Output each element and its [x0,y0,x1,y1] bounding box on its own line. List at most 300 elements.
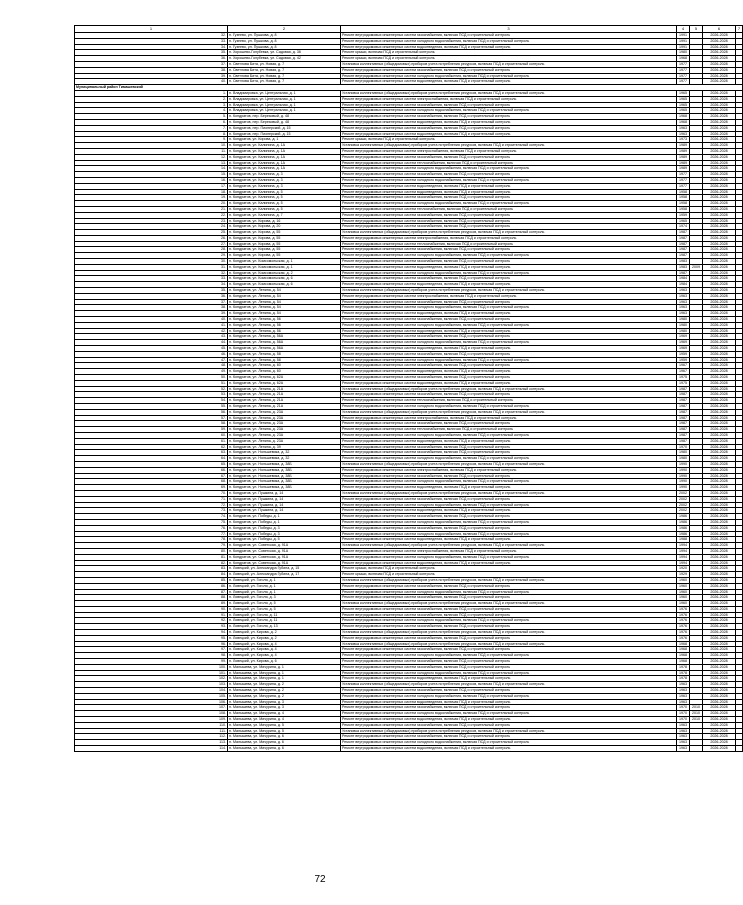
work-type-cell: Установка коллективных (общедомовых) приборов учета потребления ресурсов, включая ПСД и строительный контроль [341,641,677,647]
build-year-cell: 1990 [677,467,690,473]
work-type-cell: Ремонт внутридомовых инженерных систем газоснабжения, включая ПСД и строительный контроль [341,595,677,601]
address-cell: п. Кондратов, ул. Кирова, д. 55 [228,253,341,259]
planned-period-cell: 2026-2028 [703,311,736,317]
build-year-cell: 1965 [677,108,690,114]
row-number-cell: 53. [75,392,228,398]
work-type-cell: Ремонт внутридомовых инженерных систем газоснабжения, включая ПСД и строительный контроль [341,299,677,305]
address-cell: п. Кондратов, ул. Ленина, д. 23А [228,432,341,438]
build-year-cell: 1958 [677,206,690,212]
planned-period-cell: 2026-2028 [703,572,736,578]
work-type-cell: Установка коллективных (общедомовых) приборов учета потребления ресурсов, включая ПСД и строительный контроль [341,90,677,96]
build-year-cell: 1987 [677,404,690,410]
address-cell: п. Ловецкий, ул. Гоголя, д. 5 [228,606,341,612]
build-year-cell: 1977 [677,79,690,85]
row-number-cell: 114. [75,746,228,752]
address-cell: п. Малышева, ул. Мичурина, д. 5 [228,728,341,734]
work-type-cell: Ремонт внутридомовых инженерных систем теплоснабжения, включая ПСД и строительный контроль [341,427,677,433]
planned-period-cell: 2026-2028 [703,247,736,253]
planned-period-cell: 2026-2028 [703,340,736,346]
build-year-cell: 1973 [677,137,690,143]
row-number-cell: 83. [75,566,228,572]
capital-repair-table [74,25,743,752]
row-number-cell: 74. [75,514,228,520]
row-number-cell: 70. [75,490,228,496]
planned-period-cell: 2026-2028 [703,270,736,276]
planned-period-cell: 2026-2028 [703,514,736,520]
build-year-cell: 1968 [677,119,690,125]
build-year-cell: 1987 [677,438,690,444]
build-year-cell: 1974 [677,224,690,230]
planned-period-cell: 2026-2028 [703,496,736,502]
build-year-cell: 1987 [677,247,690,253]
planned-period-cell: 2026-2028 [703,461,736,467]
address-cell: п. Ловецкий, ул. Кирова, д. 2 [228,635,341,641]
row-number-cell: 24. [75,224,228,230]
address-cell: п. Малышева, ул. Мичурина, д. 4 [228,711,341,717]
work-type-cell: Ремонт внутридомовых инженерных систем газоснабжения, включая ПСД и строительный контроль [341,734,677,740]
address-cell: п. Владимировка, ул. Центральная, д. 1 [228,108,341,114]
planned-period-cell: 2026-2028 [703,172,736,178]
row-number-cell: 76. [75,525,228,531]
address-cell: п. Кондратов, ул. Нольшевика, д. 32 [228,456,341,462]
work-type-cell: Ремонт внутридомовых инженерных систем водоотведения, включая ПСД и строительный контроль [341,676,677,682]
planned-period-cell: 2026-2028 [703,212,736,218]
row-number-cell: 56. [75,409,228,415]
work-type-cell: Ремонт внутридомовых инженерных систем газоснабжения, включая ПСД и строительный контроль [341,705,677,711]
build-year-cell: 1977 [677,61,690,67]
work-type-cell: Ремонт внутридомовых инженерных систем водоотведения, включая ПСД и строительный контроль [341,79,677,85]
work-type-cell: Ремонт внутридомовых инженерных систем водоотведения, включая ПСД и строительный контроль [341,189,677,195]
repair-year-cell: 2010 [690,711,703,717]
address-cell: п. Кондратов, ул. Калинина, д. 5 [228,189,341,195]
work-type-cell: Ремонт внутридомовых инженерных систем газоснабжения, включая ПСД и строительный контроль [341,102,677,108]
row-number-cell: 37. [75,299,228,305]
row-number-cell: 111. [75,728,228,734]
build-year-cell: 1987 [677,432,690,438]
work-type-cell: Установка коллективных (общедомовых) приборов учета потребления ресурсов, включая ПСД и строительный контроль [341,728,677,734]
planned-period-cell: 2026-2028 [703,67,736,73]
row-number-cell: 36. [75,56,228,62]
repair-year-cell: 2010 [690,705,703,711]
address-cell: п. Кондратов, ул. Кирова, д. 55 [228,247,341,253]
address-cell: п. Малышева, ул. Мичурина, д. 2 [228,693,341,699]
address-cell: п. Кондратов, ул. Пушкина, д. 14 [228,490,341,496]
build-year-cell: 1980 [677,456,690,462]
planned-period-cell: 2026-2028 [703,612,736,618]
work-type-cell: Ремонт внутридомовых инженерных систем холодного водоснабжения, включая ПСД и строительный контроль [341,322,677,328]
row-number-cell: 88. [75,595,228,601]
work-type-cell: Ремонт внутридомовых инженерных систем холодного водоснабжения, включая ПСД и строительный контроль [341,554,677,560]
work-type-cell: Ремонт крыши, включая ПСД и строительный контроль [341,566,677,572]
row-number-cell: 95. [75,635,228,641]
row-number-cell: 31. [75,264,228,270]
address-cell: п. Кондратов, ул. Калинина, д. 3 [228,177,341,183]
row-number-cell: 47. [75,357,228,363]
address-cell: п. Ловецкий, ул. Гоголя, д. 5 [228,601,341,607]
build-year-cell: 1958 [677,189,690,195]
planned-period-cell: 2026-2028 [703,427,736,433]
work-type-cell: Ремонт внутридомовых инженерных систем газоснабжения, включая ПСД и строительный контроль [341,363,677,369]
address-cell: п. Ловецкий, ул. Александра Губина, д. 17 [228,572,341,578]
planned-period-cell: 2026-2028 [703,746,736,752]
work-type-cell: Ремонт внутридомовых инженерных систем электроснабжения, включая ПСД и строительный контроль [341,148,677,154]
row-number-cell: 64. [75,456,228,462]
work-type-cell: Установка коллективных (общедомовых) приборов учета потребления ресурсов, включая ПСД и строительный контроль [341,577,677,583]
row-number-cell: 96. [75,641,228,647]
planned-period-cell: 2026-2028 [703,235,736,241]
address-cell: п. Малышева, ул. Мичурина, д. 1 [228,664,341,670]
planned-period-cell: 2026-2028 [703,380,736,386]
work-type-cell: Ремонт внутридомовых инженерных систем газоснабжения, включая ПСД и строительный контроль [341,525,677,531]
address-cell: п. Кондратов, ул. Нольшевика, д. 38Б [228,467,341,473]
address-cell: п. Кондратов, ул. Комсомольская, д. 1 [228,264,341,270]
row-number-cell: 54. [75,398,228,404]
planned-period-cell: 2026-2028 [703,305,736,311]
work-type-cell: Ремонт внутридомовых инженерных систем газоснабжения, включая ПСД и строительный контроль [341,114,677,120]
build-year-cell: 1963 [677,746,690,752]
row-number-cell: 19. [75,195,228,201]
build-year-cell: 1987 [677,386,690,392]
work-type-cell: Ремонт внутридомовых инженерных систем газоснабжения, включая ПСД и строительный контроль [341,259,677,265]
work-type-cell: Ремонт внутридомовых инженерных систем водоотведения, включая ПСД и строительный контроль [341,328,677,334]
address-cell: п. Кондратов, ул. Ленина, д. 58 [228,351,341,357]
planned-period-cell: 2026-2028 [703,653,736,659]
build-year-cell: 1989 [677,148,690,154]
address-cell: п. Кондратов, ул. Ленина, д. 62А [228,380,341,386]
planned-period-cell: 2026-2028 [703,230,736,236]
work-type-cell: Ремонт внутридомовых инженерных систем газоснабжения, включая ПСД и строительный контроль [341,496,677,502]
planned-period-cell: 2026-2028 [703,548,736,554]
planned-period-cell: 2026-2028 [703,276,736,282]
build-year-cell: 1963 [677,299,690,305]
planned-period-cell: 2026-2028 [703,589,736,595]
planned-period-cell: 2026-2028 [703,375,736,381]
planned-period-cell: 2026-2028 [703,44,736,50]
work-type-cell: Ремонт внутридомовых инженерных систем газоснабжения, включая ПСД и строительный контроль [341,688,677,694]
planned-period-cell: 2026-2028 [703,131,736,137]
address-cell: п. Кондратов, пер. Пионерский, д. 15 [228,125,341,131]
build-year-cell: 1991 [677,38,690,44]
planned-period-cell: 2026-2028 [703,682,736,688]
row-number-cell: 22. [75,212,228,218]
row-number-cell: 32. [75,270,228,276]
work-type-cell: Ремонт внутридомовых инженерных систем газоснабжения, включая ПСД и строительный контроль [341,218,677,224]
column-header-1: 1 [75,26,228,33]
row-number-cell: 39. [75,73,228,79]
planned-period-cell: 2026-2028 [703,595,736,601]
row-number-cell: 97. [75,647,228,653]
row-number-cell: 10. [75,143,228,149]
planned-period-cell: 2026-2028 [703,583,736,589]
planned-period-cell: 2026-2028 [703,143,736,149]
address-cell: п. Ловецкий, ул. Гоголя, д. 11 [228,612,341,618]
work-type-cell: Ремонт внутридомовых инженерных систем газоснабжения, включая ПСД и строительный контроль [341,722,677,728]
build-year-cell: 1980 [677,322,690,328]
row-number-cell: 41. [75,322,228,328]
build-year-cell: 1976 [677,618,690,624]
build-year-cell: 1968 [677,641,690,647]
work-type-cell: Ремонт внутридомовых инженерных систем электроснабжения, включая ПСД и строительный контроль [341,96,677,102]
row-number-cell: 12. [75,154,228,160]
row-number-cell: 85. [75,577,228,583]
row-number-cell: 38. [75,305,228,311]
row-number-cell: 48. [75,363,228,369]
row-number-cell: 34. [75,282,228,288]
address-cell: п. Кондратов, ул. Калинина, д. 3 [228,183,341,189]
row-number-cell: 4. [75,108,228,114]
build-year-cell: 1990 [677,479,690,485]
work-type-cell: Ремонт внутридомовых инженерных систем газоснабжения, включая ПСД и строительный контроль [341,154,677,160]
work-type-cell: Ремонт внутридомовых инженерных систем водоотведения, включая ПСД и строительный контроль [341,311,677,317]
work-type-cell: Ремонт внутридомовых инженерных систем холодного водоснабжения, включая ПСД и строительный контроль [341,479,677,485]
row-number-cell: 99. [75,659,228,665]
row-number-cell: 43. [75,334,228,340]
row-number-cell: 58. [75,421,228,427]
build-year-cell: 1963 [677,125,690,131]
row-number-cell: 86. [75,583,228,589]
row-number-cell: 5. [75,114,228,120]
planned-period-cell: 2026-2028 [703,96,736,102]
address-cell: п. Кондратов, ул. Советская, д. 91А [228,543,341,549]
address-cell: п. Ловецкий, ул. Гоголя, д. 11 [228,618,341,624]
build-year-cell: 1989 [677,154,690,160]
work-type-cell: Ремонт внутридомовых инженерных систем холодного водоснабжения, включая ПСД и строительный контроль [341,201,677,207]
planned-period-cell: 2026-2028 [703,334,736,340]
note-cell [736,746,743,752]
address-cell: п. Кондратов, ул. Пушкина, д. 14 [228,496,341,502]
row-number-cell: 3. [75,102,228,108]
work-type-cell: Ремонт внутридомовых инженерных систем холодного водоснабжения, включая ПСД и строительный контроль [341,653,677,659]
address-cell: п. Кондратов, ул. Ленина, д. 58 [228,357,341,363]
work-type-cell: Установка коллективных (общедомовых) приборов учета потребления ресурсов, включая ПСД и строительный контроль [341,230,677,236]
build-year-cell: 1986 [677,525,690,531]
address-cell: п. Гузеево, ул. Пушкова, д. 8 [228,44,341,50]
row-number-cell: 92. [75,618,228,624]
build-year-cell: 1994 [677,554,690,560]
build-year-cell: 1976 [677,612,690,618]
build-year-cell: 1920 [677,566,690,572]
build-year-cell: 1969 [677,340,690,346]
address-cell: п. Хорошево-Голубевка, ул. Садовая, д. 42 [228,56,341,62]
build-year-cell: 1990 [677,461,690,467]
work-type-cell: Ремонт внутридомовых инженерных систем холодного водоснабжения, включая ПСД и строительный контроль [341,270,677,276]
work-type-cell: Ремонт внутридомовых инженерных систем теплоснабжения, включая ПСД и строительный контроль [341,206,677,212]
build-year-cell: 1929 [677,572,690,578]
planned-period-cell: 2026-2028 [703,183,736,189]
address-cell: п. Хорошево-Голубевка, ул. Садовая, д. 36 [228,50,341,56]
build-year-cell: 1970 [677,717,690,723]
work-type-cell: Ремонт внутридомовых инженерных систем водоотведения, включая ПСД и строительный контроль [341,131,677,137]
address-cell: п. Светлова Бита, ул. Новая, д. 7 [228,61,341,67]
work-type-cell: Ремонт внутридомовых инженерных систем газоснабжения, включая ПСД и строительный контроль [341,392,677,398]
row-number-cell: 29. [75,253,228,259]
address-cell: п. Ловецкий, ул. Кирова, д. 4 [228,647,341,653]
build-year-cell: 1987 [677,253,690,259]
planned-period-cell: 2026-2028 [703,693,736,699]
build-year-cell: 1986 [677,514,690,520]
planned-period-cell: 2026-2028 [703,102,736,108]
row-number-cell: 91. [75,612,228,618]
address-cell: п. Малышева, ул. Мичурина, д. 1 [228,670,341,676]
work-type-cell: Ремонт внутридомовых инженерных систем холодного водоснабжения, включая ПСД и строительный контроль [341,519,677,525]
build-year-cell: 1965 [677,102,690,108]
planned-period-cell: 2026-2028 [703,33,736,39]
planned-period-cell: 2026-2028 [703,177,736,183]
address-cell: п. Кондратов, ул. Кирова, д. 1 [228,137,341,143]
build-year-cell: 1959 [677,351,690,357]
planned-period-cell: 2026-2028 [703,299,736,305]
row-number-cell: 106. [75,699,228,705]
work-type-cell: Ремонт внутридомовых инженерных систем водоотведения, включая ПСД и строительный контроль [341,369,677,375]
address-cell: п. Ловецкий, ул. Кирова, д. 6 [228,659,341,665]
build-year-cell: 1968 [677,56,690,62]
build-year-cell: 1963 [677,288,690,294]
build-year-cell: 1986 [677,531,690,537]
build-year-cell: 1988 [677,537,690,543]
planned-period-cell: 2026-2028 [703,566,736,572]
planned-period-cell: 2026-2028 [703,432,736,438]
work-type-cell: Ремонт внутридомовых инженерных систем газоснабжения, включая ПСД и строительный контроль [341,224,677,230]
build-year-cell: 1983 [677,259,690,265]
address-cell: п. Кондратов, ул. Ленина, д. 56 [228,322,341,328]
build-year-cell: 1987 [677,398,690,404]
address-cell: п. Малышева, ул. Мичурина, д. 3 [228,705,341,711]
address-cell: п. Кондратов, ул. Победы, д. 5 [228,537,341,543]
row-number-cell: 23. [75,218,228,224]
district-heading: Муниципальный район Тимашевский [75,85,743,91]
build-year-cell: 1969 [677,334,690,340]
work-type-cell: Ремонт внутридомовых инженерных систем газоснабжения, включая ПСД и строительный контроль [341,125,677,131]
build-year-cell: 1990 [677,485,690,491]
build-year-cell: 1970 [677,711,690,717]
work-type-cell: Ремонт внутридомовых инженерных систем холодного водоснабжения, включая ПСД и строительный контроль [341,305,677,311]
work-type-cell: Ремонт внутридомовых инженерных систем газоснабжения, включая ПСД и строительный контроль [341,612,677,618]
address-cell: п. Кондратов, ул. Калинина, д. 5 [228,201,341,207]
work-type-cell: Ремонт внутридомовых инженерных систем газоснабжения, включая ПСД и строительный контроль [341,421,677,427]
build-year-cell: 1980 [677,50,690,56]
column-header-7: 7 [736,26,743,33]
page-number: 72 [314,874,326,885]
work-type-cell: Установка коллективных (общедомовых) приборов учета потребления ресурсов, включая ПСД и строительный контроль [341,490,677,496]
row-number-cell: 101. [75,670,228,676]
build-year-cell: 1963 [677,728,690,734]
work-type-cell: Ремонт внутридомовых инженерных систем водоотведения, включая ПСД и строительный контроль [341,380,677,386]
address-cell: п. Владимировка, ул. Центральная, д. 1 [228,102,341,108]
row-number-cell: 69. [75,485,228,491]
address-cell: п. Кондратов, ул. Калинина, д. 1А [228,154,341,160]
planned-period-cell: 2026-2028 [703,328,736,334]
work-type-cell: Ремонт внутридомовых инженерных систем газоснабжения, включая ПСД и строительный контроль [341,33,677,39]
build-year-cell: 1968 [677,647,690,653]
row-number-cell: 104. [75,688,228,694]
address-cell: п. Кондратов, ул. Ленина, д. 23А [228,421,341,427]
planned-period-cell: 2026-2028 [703,456,736,462]
row-number-cell: 89. [75,601,228,607]
build-year-cell: 1960 [677,589,690,595]
planned-period-cell: 2026-2028 [703,154,736,160]
row-number-cell: 67. [75,473,228,479]
address-cell: п. Кондратов, ул. Ленина, д. 60 [228,369,341,375]
address-cell: п. Кондратов, ул. Нольшевика, д. 32 [228,450,341,456]
address-cell: п. Ловецкий, ул. Гоголя, д. 1 [228,577,341,583]
planned-period-cell: 2026-2028 [703,421,736,427]
address-cell: п. Кондратов, ул. Кирова, д. 55 [228,230,341,236]
repair-year-cell: 2010 [690,717,703,723]
build-year-cell: 1994 [677,560,690,566]
build-year-cell: 1990 [677,473,690,479]
build-year-cell: 1980 [677,317,690,323]
row-number-cell: 32. [75,33,228,39]
row-number-cell: 16. [75,177,228,183]
document-sheet [74,25,741,752]
row-number-cell: 61. [75,438,228,444]
address-cell: п. Кондратов, ул. Советская, д. 91А [228,548,341,554]
row-number-cell: 20. [75,201,228,207]
planned-period-cell: 2026-2028 [703,50,736,56]
row-number-cell: 57. [75,415,228,421]
column-header-5: 5 [690,26,703,33]
planned-period-cell: 2026-2028 [703,485,736,491]
build-year-cell: 1959 [677,212,690,218]
address-cell: п. Кондратов, ул. Кирова, д. 55 [228,241,341,247]
address-cell: п. Кондратов, пер. Березовый, д. 48 [228,119,341,125]
work-type-cell: Ремонт внутридомовых инженерных систем холодного водоснабжения, включая ПСД и строительный контроль [341,502,677,508]
work-type-cell: Ремонт внутридомовых инженерных систем холодного водоснабжения, включая ПСД и строительный контроль [341,589,677,595]
build-year-cell: 1967 [677,363,690,369]
build-year-cell: 1965 [677,90,690,96]
build-year-cell: 2002 [677,490,690,496]
planned-period-cell: 2026-2028 [703,148,736,154]
row-number-cell: 59. [75,427,228,433]
row-number-cell: 62. [75,444,228,450]
row-number-cell: 107. [75,705,228,711]
address-cell: п. Малышева, ул. Мичурина, д. 6 [228,740,341,746]
address-cell: п. Кондратов, ул. Ленина, д. 21А [228,404,341,410]
planned-period-cell: 2026-2028 [703,479,736,485]
repair-year-cell [690,746,703,752]
planned-period-cell: 2026-2028 [703,659,736,665]
work-type-cell: Ремонт внутридомовых инженерных систем газоснабжения, включая ПСД и строительный контроль [341,473,677,479]
address-cell: п. Светлова Бита, ул. Новая, д. 7 [228,73,341,79]
row-number-cell: 46. [75,351,228,357]
planned-period-cell: 2026-2028 [703,218,736,224]
work-type-cell: Установка коллективных (общедомовых) приборов учета потребления ресурсов, включая ПСД и строительный контроль [341,386,677,392]
planned-period-cell: 2026-2028 [703,404,736,410]
address-cell: п. Кондратов, пер. Пионерский, д. 15 [228,131,341,137]
address-cell: п. Ловецкий, ул. Гоголя, д. 3 [228,595,341,601]
address-cell: п. Кондратов, пер. Березовый, д. 48 [228,114,341,120]
row-number-cell: 78. [75,537,228,543]
work-type-cell: Ремонт внутридомовых инженерных систем газоснабжения, включая ПСД и строительный контроль [341,583,677,589]
planned-period-cell: 2026-2028 [703,322,736,328]
row-number-cell: 39. [75,311,228,317]
work-type-cell: Ремонт внутридомовых инженерных систем водоотведения, включая ПСД и строительный контроль [341,183,677,189]
work-type-cell: Ремонт крыши, включая ПСД и строительный контроль [341,572,677,578]
build-year-cell: 1963 [677,311,690,317]
address-cell: п. Кондратов, ул. Советская, д. 91А [228,554,341,560]
row-number-cell: 25. [75,230,228,236]
address-cell: п. Кондратов, ул. Калинина, д. 1А [228,160,341,166]
planned-period-cell: 2026-2028 [703,125,736,131]
row-number-cell: 113. [75,740,228,746]
planned-period-cell: 2026-2028 [703,288,736,294]
row-number-cell: 102. [75,676,228,682]
planned-period-cell: 2026-2028 [703,114,736,120]
work-type-cell: Ремонт внутридомовых инженерных систем электроснабжения, включая ПСД и строительный контроль [341,235,677,241]
row-number-cell: 33. [75,276,228,282]
address-cell: п. Малышева, ул. Мичурина, д. 6 [228,734,341,740]
planned-period-cell: 2026-2028 [703,119,736,125]
